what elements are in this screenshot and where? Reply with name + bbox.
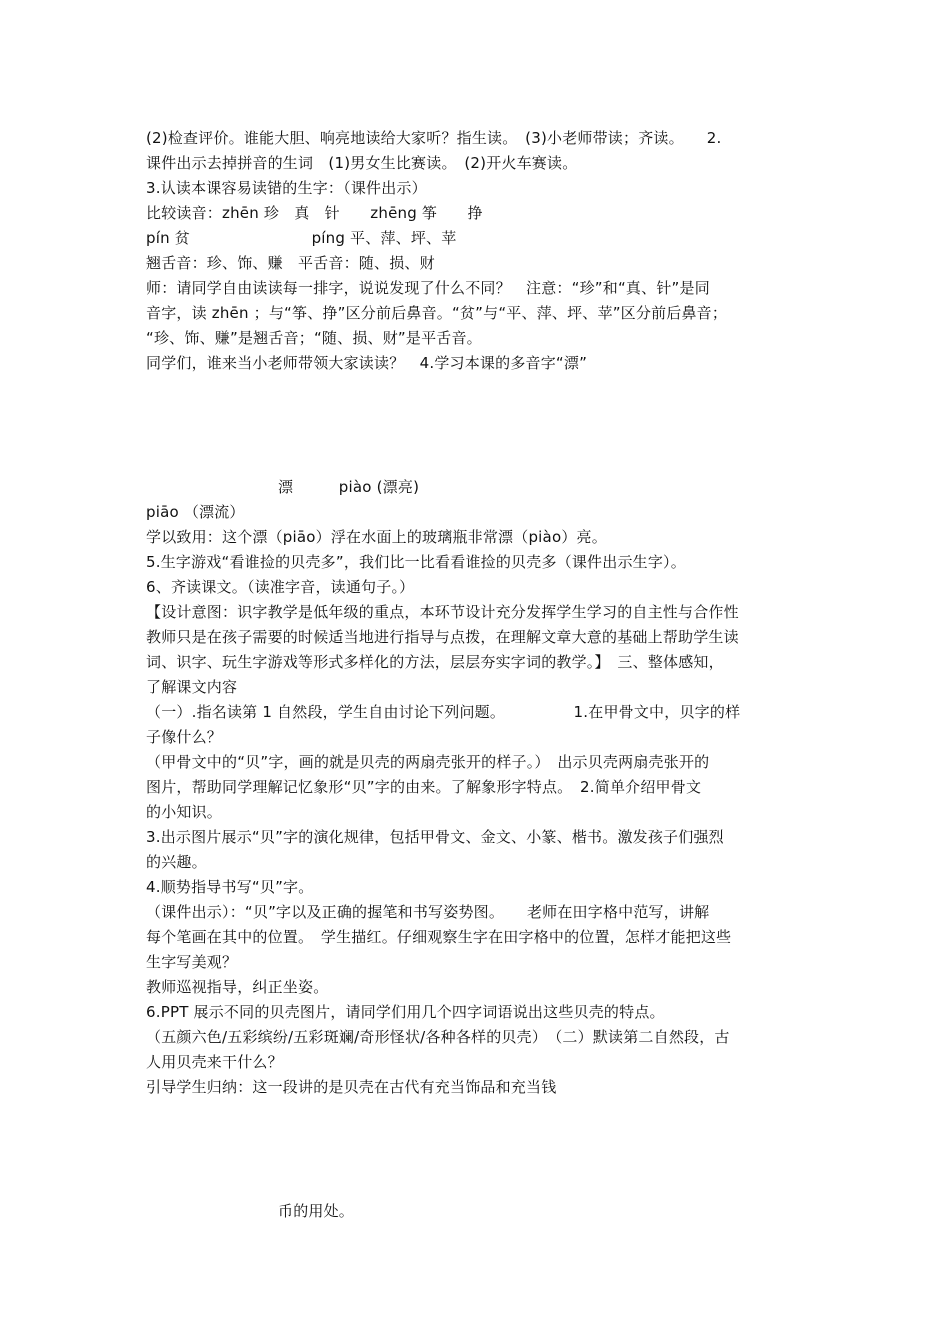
text-line: 生字写美观？	[146, 953, 238, 971]
text-line: 子像什么？	[146, 728, 223, 746]
polyphone-piao1: piāo （漂流）	[146, 503, 245, 521]
text-line: 6.PPT 展示不同的贝壳图片，请同学们用几个四字词语说出这些贝壳的特点。	[146, 1003, 665, 1021]
text-line: 课件出示去掉拼音的生词 (1)男女生比赛读。 (2)开火车赛读。	[146, 154, 578, 172]
text-line: 引导学生归纳：这一段讲的是贝壳在古代有充当饰品和充当钱	[146, 1078, 557, 1096]
text-line: 图片，帮助同学理解记忆象形“贝”字的由来。了解象形字特点。 2.简单介绍甲骨文	[146, 778, 702, 796]
text-line: 同学们，谁来当小老师带领大家读读？ 4.学习本课的多音字“漂”	[146, 354, 588, 372]
polyphone-piao4: 漂 piào (漂亮)	[278, 478, 420, 496]
text-line: 学以致用：这个漂（piāo）浮在水面上的玻璃瓶非常漂（piào）亮。	[146, 528, 607, 546]
text-line: （一）.指名读第 1 自然段，学生自由讨论下列问题。 1.在甲骨文中，贝字的样	[146, 703, 741, 721]
text-line: 每个笔画在其中的位置。 学生描红。仔细观察生字在田字格中的位置，怎样才能把这些	[146, 928, 732, 946]
text-line: 5.生字游戏“看谁捡的贝壳多”，我们比一比看看谁捡的贝壳多（课件出示生字）。	[146, 553, 686, 571]
text-line: 3.认读本课容易读错的生字：（课件出示）	[146, 179, 427, 197]
text-line: (2)检查评价。谁能大胆、响亮地读给大家听？指生读。 (3)小老师带读；齐读。 2.	[146, 129, 722, 147]
text-line: 4.顺势指导书写“贝”字。	[146, 878, 314, 896]
text-line: （五颜六色/五彩缤纷/五彩斑斓/奇形怪状/各种各样的贝壳） （二）默读第二自然段，古	[146, 1028, 730, 1046]
text-line: 音字，读 zhēn ；与“筝、挣”区分前后鼻音。“贫”与“平、萍、坪、苹”区分前后鼻音；	[146, 304, 728, 322]
text-line: 比较读音：zhēn 珍 真 针 zhēng 筝 挣	[146, 204, 483, 222]
text-line: 3.出示图片展示“贝”字的演化规律，包括甲骨文、金文、小篆、楷书。激发孩子们强烈	[146, 828, 724, 846]
text-line: 人用贝壳来干什么？	[146, 1053, 283, 1071]
design-intent-line: 【设计意图：识字教学是低年级的重点，本环节设计充分发挥学生学习的自主性与合作性	[146, 603, 739, 621]
text-line: 教师巡视指导，纠正坐姿。	[146, 978, 329, 996]
text-line: 师：请同学自由读读每一排字，说说发现了什么不同？ 注意：“珍”和“真、针”是同	[146, 279, 710, 297]
text-line: 的小知识。	[146, 803, 223, 821]
text-line: “珍、饰、赚”是翘舌音；“随、损、财”是平舌音。	[146, 329, 482, 347]
text-line: （甲骨文中的“贝”字，画的就是贝壳的两扇壳张开的样子。） 出示贝壳两扇壳张开的	[146, 753, 710, 771]
text-line: 的兴趣。	[146, 853, 207, 871]
text-line: （课件出示）：“贝”字以及正确的握笔和书写姿势图。 老师在田字格中范写，讲解	[146, 903, 710, 921]
section-heading: 了解课文内容	[146, 678, 238, 696]
text-line: 翘舌音：珍、饰、赚 平舌音：随、损、财	[146, 254, 435, 272]
text-line: 6、齐读课文。（读准字音，读通句子。）	[146, 578, 415, 596]
text-line: 币的用处。	[278, 1202, 355, 1220]
text-line: pín 贫 píng 平、萍、坪、苹	[146, 229, 457, 247]
design-intent-line: 词、识字、玩生字游戏等形式多样化的方法，层层夯实字词的教学。】 三、整体感知，	[146, 653, 724, 671]
design-intent-line: 教师只是在孩子需要的时候适当地进行指导与点拨，在理解文章大意的基础上帮助学生读	[146, 628, 739, 646]
